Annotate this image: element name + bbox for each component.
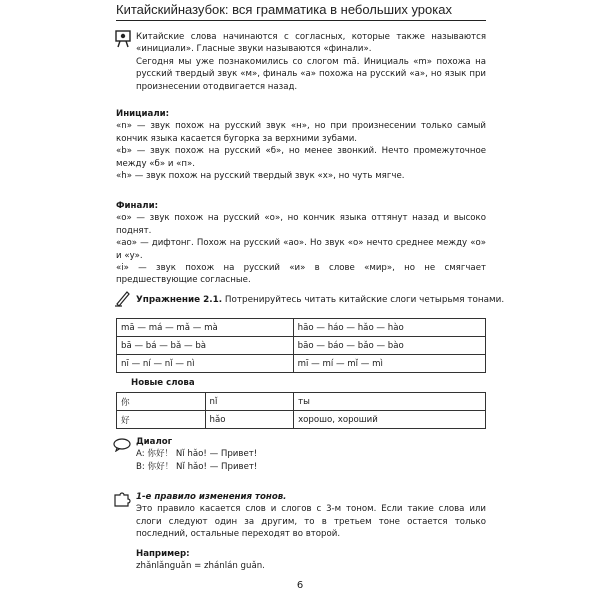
table-cell-pinyin: nǐ — [205, 393, 294, 411]
table-cell-translation: ты — [294, 393, 486, 411]
example-text: zhǎnlǎnguǎn = zhánlán guǎn. — [136, 561, 265, 572]
table-cell: bāo — báo — bǎo — bào — [293, 337, 485, 355]
final-item: «i» — звук похож на русский «и» в слове «мир», но не смягчает предшествующие согласные. — [116, 263, 486, 286]
example-block — [136, 548, 486, 573]
initial-item: «h» — звук похож на русский твердый звук «х», но чуть мягче. — [116, 171, 405, 182]
rule-text: Это правило касается слов и слогов с 3-м тоном. Если такие слова или слоги следуют один за другим, то в третьем тоне остается только последний, остальные переходят во второй. — [136, 504, 486, 540]
pen-icon — [114, 289, 132, 307]
finals-heading: Финали: — [116, 201, 159, 211]
finals-block — [116, 200, 486, 287]
final-item: «o» — звук похож на русский «о», но кончик языка оттянут назад и высоко поднят. — [116, 213, 486, 236]
tones-table — [116, 318, 486, 373]
table-row — [117, 355, 486, 373]
intro-block — [136, 31, 486, 93]
puzzle-icon — [113, 490, 131, 508]
table-cell-hanzi: 好 — [117, 411, 206, 429]
exercise-label: Упражнение 2.1. — [136, 295, 223, 305]
rule-block — [136, 491, 486, 541]
exercise-text: Потренируйтесь читать китайские слоги четырьмя тонами. — [224, 295, 505, 305]
table-cell: nī — ní — nǐ — nì — [117, 355, 294, 373]
exercise-title — [136, 295, 504, 305]
dialog-line: B: 你好！ Nǐ hǎo! — Привет! — [136, 461, 258, 472]
new-words-heading: Новые слова — [131, 378, 195, 388]
initials-heading: Инициали: — [116, 109, 170, 119]
page-number: 6 — [296, 580, 304, 591]
lamp-icon — [114, 30, 134, 48]
running-header: Китайскийназубок: вся грамматика в небольших уроках — [116, 2, 486, 21]
initial-item: «n» — звук похож на русский звук «н», но при произнесении только самый кончик языка касается бугорка за верхними зубами. — [116, 121, 486, 144]
intro-paragraph-2: Сегодня мы уже познакомились со слогом mā. Инициаль «m» похожа на русский твердый звук «м», финаль «а» похожа на русский «а», но язык при произнесении отодвигается назад. — [136, 56, 486, 92]
dialog-line: A: 你好！ Nǐ hǎo! — Привет! — [136, 449, 258, 460]
initial-item: «b» — звук похож на русский «б», но менее звонкий. Нечто промежуточное между «б» и «п». — [116, 146, 486, 169]
speech-bubble-icon — [113, 438, 131, 452]
table-cell: hāo — háo — hǎo — hào — [293, 319, 485, 337]
dialog-heading: Диалог — [136, 437, 173, 447]
dialog-block — [136, 436, 486, 473]
table-row — [117, 411, 486, 429]
table-cell: mā — má — mǎ — mà — [117, 319, 294, 337]
rule-heading: 1-е правило изменения тонов. — [136, 492, 287, 502]
final-item: «ao» — дифтонг. Похож на русский «ао». Но звук «о» нечто среднее между «о» и «у». — [116, 238, 486, 261]
table-cell-hanzi: 你 — [117, 393, 206, 411]
table-row — [117, 319, 486, 337]
intro-paragraph-1: Китайские слова начинаются с согласных, которые также называются «инициали». Гласные звуки называются «финали». — [136, 32, 486, 55]
example-label: Например: — [136, 549, 190, 559]
initials-block — [116, 108, 486, 182]
table-cell: bā — bá — bǎ — bà — [117, 337, 294, 355]
table-cell-pinyin: hǎo — [205, 411, 294, 429]
table-row — [117, 393, 486, 411]
table-cell: mī — mí — mǐ — mì — [293, 355, 485, 373]
new-words-table — [116, 392, 486, 429]
table-row — [117, 337, 486, 355]
table-cell-translation: хорошо, хороший — [294, 411, 486, 429]
